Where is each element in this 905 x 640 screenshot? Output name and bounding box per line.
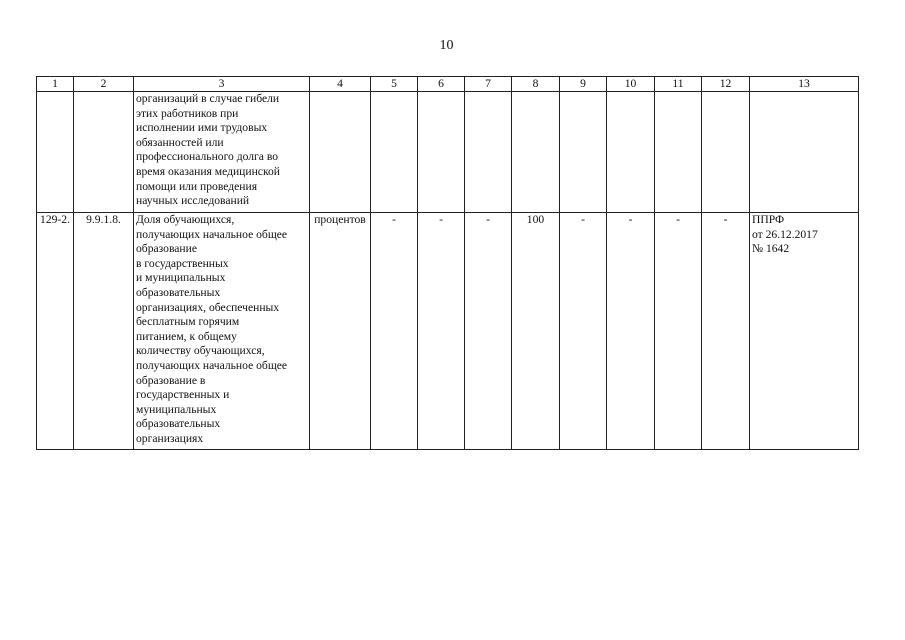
column-header: 5	[371, 77, 418, 92]
column-header: 10	[607, 77, 655, 92]
column-header: 9	[560, 77, 607, 92]
row-value-col8: 100	[512, 213, 560, 450]
row-value-col6: -	[418, 213, 465, 450]
row-code	[74, 92, 134, 213]
column-header: 1	[37, 77, 74, 92]
row-code: 9.9.1.8.	[74, 213, 134, 450]
row-value-col11	[655, 92, 702, 213]
row-number	[37, 92, 74, 213]
row-number: 129-2.	[37, 213, 74, 450]
row-value-col12	[702, 92, 750, 213]
row-description: Доля обучающихся, получающих начальное общее образование в государственных и муниципальных образовательных организациях, обеспеченных бесплатным горячим питанием, к общему количеству обучающихся, получающих начальное общее образование в государственных и муниципальных образовательных организациях	[134, 213, 310, 450]
row-value-col12: -	[702, 213, 750, 450]
row-basis	[750, 92, 859, 213]
row-description: организаций в случае гибели этих работников при исполнении ими трудовых обязанностей или профессионального долга во время оказания медицинской помощи или проведения научных исследований	[134, 92, 310, 213]
column-header: 2	[74, 77, 134, 92]
row-value-col10	[607, 92, 655, 213]
row-value-col6	[418, 92, 465, 213]
column-header: 8	[512, 77, 560, 92]
row-value-col9	[560, 92, 607, 213]
page-number: 10	[439, 38, 454, 53]
row-value-col10: -	[607, 213, 655, 450]
row-value-col5	[371, 92, 418, 213]
row-unit: процентов	[310, 213, 371, 450]
indicators-table	[36, 76, 859, 450]
column-header: 6	[418, 77, 465, 92]
row-value-col5: -	[371, 213, 418, 450]
column-header: 13	[750, 77, 859, 92]
column-header: 11	[655, 77, 702, 92]
row-basis: ППРФ от 26.12.2017 № 1642	[750, 213, 859, 450]
row-value-col7: -	[465, 213, 512, 450]
column-header: 3	[134, 77, 310, 92]
column-header: 4	[310, 77, 371, 92]
table-row	[37, 92, 859, 213]
row-value-col9: -	[560, 213, 607, 450]
row-unit	[310, 92, 371, 213]
row-value-col7	[465, 92, 512, 213]
row-value-col11: -	[655, 213, 702, 450]
table-row	[37, 213, 859, 450]
table-header-row	[37, 77, 859, 92]
column-header: 12	[702, 77, 750, 92]
column-header: 7	[465, 77, 512, 92]
row-value-col8	[512, 92, 560, 213]
